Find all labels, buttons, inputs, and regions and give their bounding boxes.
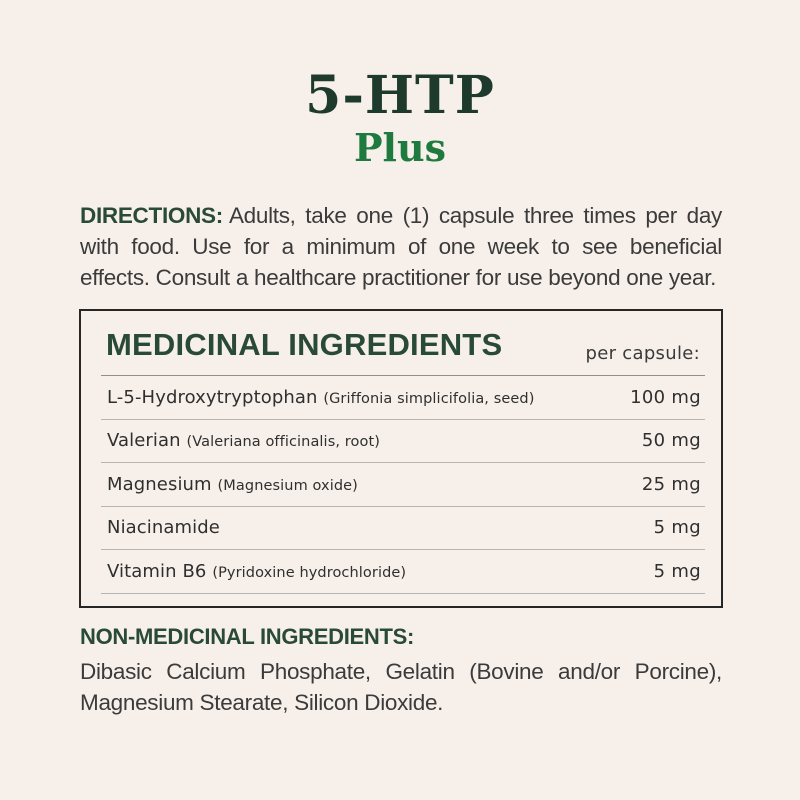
ingredient-source: (Griffonia simplicifolia, seed)	[323, 390, 535, 407]
ingredient-name-cell	[107, 387, 535, 408]
ingredient-row	[101, 420, 705, 464]
product-subtitle: Plus	[353, 125, 447, 170]
ingredient-amount: 50 mg	[641, 430, 701, 452]
ingredient-name: Valerian	[107, 430, 181, 452]
ingredient-table	[101, 375, 705, 594]
directions-text: Adults, take one (1) capsule three times per day with food. Use for a minimum of one week to see beneficial effects. Consult a healthcare practitioner for use beyond one year.	[80, 203, 722, 290]
non-medicinal-title: NON-MEDICINAL INGREDIENTS:	[80, 624, 415, 649]
ingredient-row	[101, 376, 705, 420]
ingredient-name: Magnesium	[107, 473, 212, 495]
ingredient-amount: 5 mg	[653, 560, 701, 582]
non-medicinal-text: Dibasic Calcium Phosphate, Gelatin (Bovine and/or Porcine), Magnesium Stearate, Silicon Dioxide.	[80, 659, 722, 715]
ingredient-name: L-5-Hydroxytryptophan	[107, 386, 318, 408]
ingredient-row	[101, 507, 705, 551]
product-title: 5-HTP	[305, 65, 495, 126]
directions-paragraph	[80, 200, 722, 293]
ingredient-amount: 100 mg	[630, 386, 701, 408]
per-capsule-label: per capsule:	[585, 343, 700, 364]
ingredient-row	[101, 463, 705, 507]
ingredient-amount: 5 mg	[653, 517, 701, 539]
ingredient-source: (Magnesium oxide)	[217, 477, 358, 494]
ingredient-name: Niacinamide	[107, 517, 220, 539]
ingredient-name-cell	[107, 517, 220, 538]
medicinal-ingredients-panel	[79, 309, 723, 608]
medicinal-ingredients-title: MEDICINAL INGREDIENTS	[106, 327, 503, 362]
directions-label: DIRECTIONS:	[80, 203, 223, 228]
ingredient-amount: 25 mg	[641, 473, 701, 495]
ingredient-source: (Pyridoxine hydrochloride)	[212, 564, 407, 581]
ingredient-source: (Valeriana officinalis, root)	[186, 434, 380, 451]
ingredient-row	[101, 550, 705, 594]
ingredient-name-cell	[107, 474, 358, 495]
ingredient-name-cell	[107, 430, 380, 451]
ingredient-name: Vitamin B6	[107, 560, 207, 582]
ingredient-name-cell	[107, 561, 406, 582]
